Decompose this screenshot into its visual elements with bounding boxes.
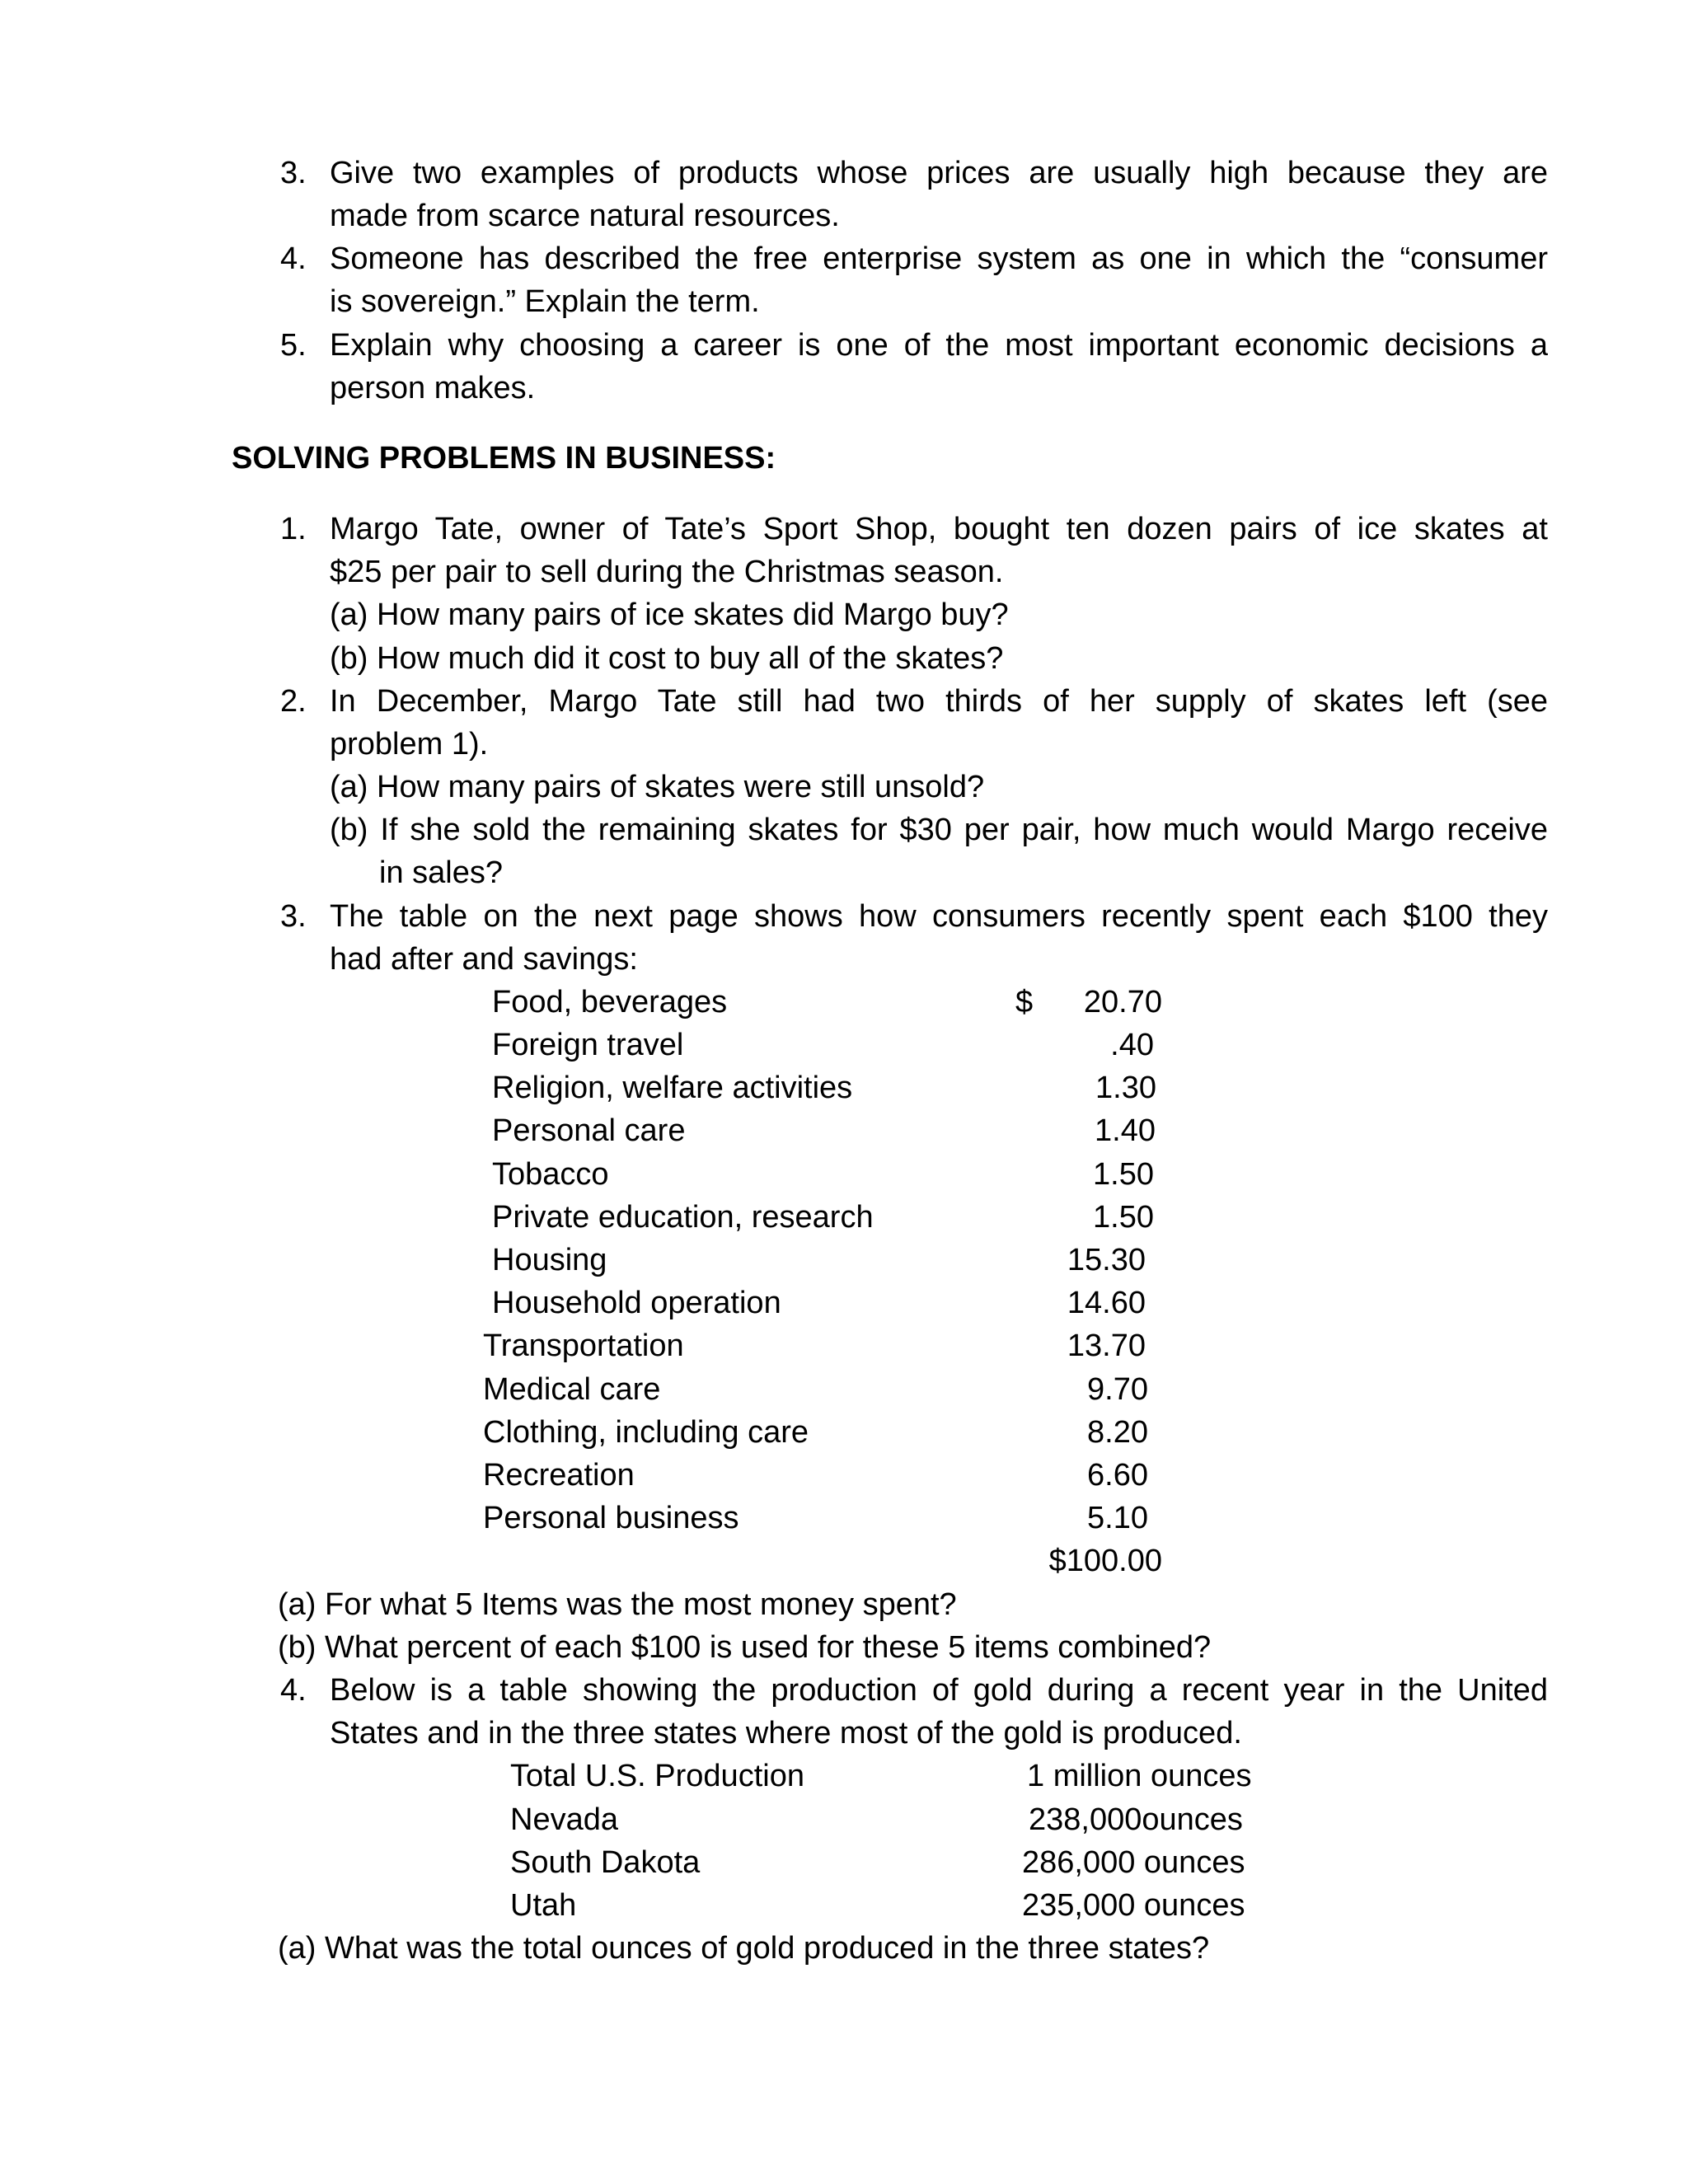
gold-amount: 235,000 ounces	[1022, 1888, 1245, 1923]
problem-number: 1.	[280, 512, 307, 546]
spending-item: Tobacco	[492, 1157, 609, 1192]
spending-amount: .40	[1110, 1028, 1154, 1062]
spending-total: $100.00	[1048, 1544, 1162, 1578]
spending-amount: 5.10	[1087, 1501, 1148, 1535]
question-number: 3.	[280, 156, 307, 190]
spending-amount: 1.40	[1095, 1113, 1156, 1148]
sub-question-a: (a) How many pairs of skates were still unsold?	[330, 770, 985, 804]
spending-item: Transportation	[483, 1329, 684, 1363]
problem-text-line: problem 1).	[330, 727, 489, 762]
gold-amount: 1 million ounces	[1027, 1759, 1252, 1793]
spending-amount: 13.70	[1067, 1329, 1146, 1363]
spending-item: Religion, welfare activities	[492, 1071, 853, 1105]
problem-text-line: Below is a table showing the production of gold during a recent year in the United	[330, 1673, 1548, 1708]
spending-item: Personal care	[492, 1113, 686, 1148]
gold-amount: 238,000ounces	[1029, 1802, 1243, 1837]
gold-amount: 286,000 ounces	[1022, 1845, 1245, 1880]
spending-item: Medical care	[483, 1372, 661, 1407]
spending-item: Recreation	[483, 1458, 635, 1493]
spending-amount: 20.70	[1083, 985, 1162, 1019]
sub-question-a: (a) What was the total ounces of gold produced in the three states?	[278, 1931, 1210, 1966]
problem-text-line: States and in the three states where most of the gold is produced.	[330, 1716, 1242, 1750]
spending-amount: 1.50	[1093, 1157, 1154, 1192]
gold-region: Nevada	[510, 1802, 618, 1837]
spending-amount: 9.70	[1087, 1372, 1148, 1407]
sub-question-b-continued: in sales?	[379, 855, 503, 890]
problem-text-line: $25 per pair to sell during the Christmas season.	[330, 555, 1004, 589]
sub-question-b: (b) If she sold the remaining skates for $30 per pair, how much would Margo receive	[330, 813, 1548, 847]
problem-number: 3.	[280, 899, 307, 934]
spending-amount: 15.30	[1067, 1243, 1146, 1277]
spending-item: Household operation	[492, 1286, 781, 1320]
problem-number: 2.	[280, 684, 307, 719]
spending-item: Clothing, including care	[483, 1415, 809, 1450]
spending-amount: 1.30	[1095, 1071, 1156, 1105]
spending-item: Foreign travel	[492, 1028, 684, 1062]
problem-text-line: had after and savings:	[330, 942, 638, 977]
problem-number: 4.	[280, 1673, 307, 1708]
question-text-line: made from scarce natural resources.	[330, 199, 840, 233]
sub-question-b: (b) How much did it cost to buy all of the skates?	[330, 641, 1004, 676]
sub-question-b: (b) What percent of each $100 is used for these 5 items combined?	[278, 1630, 1212, 1665]
problem-text-line: The table on the next page shows how consumers recently spent each $100 they	[330, 899, 1548, 934]
currency-symbol: $	[1015, 985, 1034, 1019]
gold-region: Utah	[510, 1888, 577, 1923]
spending-item: Food, beverages	[492, 985, 728, 1019]
problem-text-line: In December, Margo Tate still had two thirds of her supply of skates left (see	[330, 684, 1548, 719]
problem-text-line: Margo Tate, owner of Tate’s Sport Shop, bought ten dozen pairs of ice skates at	[330, 512, 1548, 546]
question-text-line: person makes.	[330, 371, 536, 405]
question-text-line: is sovereign.” Explain the term.	[330, 284, 760, 319]
question-text-line: Someone has described the free enterprise system as one in which the “consumer	[330, 241, 1548, 276]
sub-question-a: (a) How many pairs of ice skates did Margo buy?	[330, 598, 1009, 632]
section-heading: SOLVING PROBLEMS IN BUSINESS:	[232, 441, 776, 476]
spending-amount: 8.20	[1087, 1415, 1148, 1450]
spending-item: Personal business	[483, 1501, 739, 1535]
question-text-line: Give two examples of products whose prices are usually high because they are	[330, 156, 1548, 190]
spending-item: Housing	[492, 1243, 607, 1277]
question-number: 4.	[280, 241, 307, 276]
spending-item: Private education, research	[492, 1200, 874, 1235]
spending-amount: 14.60	[1067, 1286, 1146, 1320]
spending-amount: 6.60	[1087, 1458, 1148, 1493]
question-number: 5.	[280, 328, 307, 363]
sub-question-a: (a) For what 5 Items was the most money spent?	[278, 1587, 957, 1622]
question-text-line: Explain why choosing a career is one of the most important economic decisions a	[330, 328, 1548, 363]
spending-amount: 1.50	[1093, 1200, 1154, 1235]
gold-region: South Dakota	[510, 1845, 701, 1880]
gold-region: Total U.S. Production	[510, 1759, 804, 1793]
